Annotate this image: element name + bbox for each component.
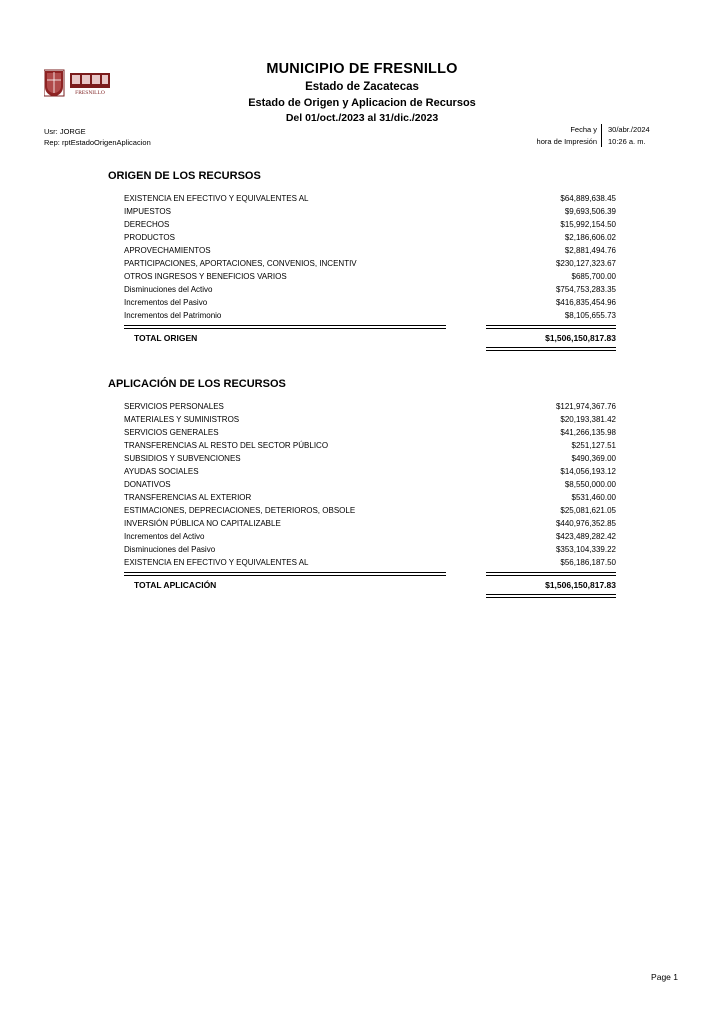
row-concept: PARTICIPACIONES, APORTACIONES, CONVENIOS, INCENTIV — [124, 259, 357, 269]
row-amount: $685,700.00 — [571, 272, 616, 282]
row-concept: OTROS INGRESOS Y BENEFICIOS VARIOS — [124, 272, 287, 282]
row-concept: PRODUCTOS — [124, 233, 175, 243]
row-amount: $56,186,187.50 — [560, 558, 616, 568]
table-row — [124, 205, 616, 218]
table-row — [124, 309, 616, 322]
table-row — [124, 478, 616, 491]
origin-total-row — [124, 330, 616, 346]
document-body — [0, 170, 724, 599]
document-header — [0, 0, 724, 148]
origin-table — [124, 192, 616, 352]
application-total-row — [124, 577, 616, 593]
row-concept: DERECHOS — [124, 220, 170, 230]
user-row — [44, 126, 151, 137]
row-concept: Incrementos del Activo — [124, 532, 205, 542]
row-concept: EXISTENCIA EN EFECTIVO Y EQUIVALENTES AL — [124, 558, 309, 568]
table-row — [124, 504, 616, 517]
row-concept: APROVECHAMIENTOS — [124, 246, 211, 256]
row-concept: SERVICIOS GENERALES — [124, 428, 219, 438]
row-concept: ESTIMACIONES, DEPRECIACIONES, DETERIOROS, OBSOLE — [124, 506, 356, 516]
report-row — [44, 137, 151, 148]
table-row — [124, 556, 616, 569]
page-title: MUNICIPIO DE FRESNILLO — [266, 61, 458, 77]
table-row — [124, 283, 616, 296]
origin-total-underline — [124, 346, 616, 352]
origin-table-body — [124, 192, 616, 352]
row-amount: $64,889,638.45 — [560, 194, 616, 203]
table-row — [124, 530, 616, 543]
row-amount: $416,835,454.96 — [555, 298, 616, 308]
row-concept: Disminuciones del Activo — [124, 285, 213, 295]
row-concept: MATERIALES Y SUMINISTROS — [124, 415, 240, 425]
total-label: TOTAL ORIGEN — [134, 333, 198, 344]
print-time-value: 10:26 a. m. — [601, 136, 678, 148]
print-date-label: Fecha y — [570, 125, 597, 134]
report-value: rptEstadoOrigenAplicacion — [61, 138, 151, 148]
application-table-body — [124, 400, 616, 599]
totals-rule — [124, 322, 616, 330]
application-table — [124, 400, 616, 599]
table-row — [124, 192, 616, 205]
row-amount: $423,489,282.42 — [555, 532, 616, 542]
table-row — [124, 231, 616, 244]
row-amount: $490,369.00 — [571, 454, 616, 464]
svg-text:FRESNILLO: FRESNILLO — [75, 90, 105, 96]
row-concept: DONATIVOS — [124, 480, 171, 490]
row-amount: $41,266,135.98 — [560, 428, 616, 438]
row-amount: $2,186,606.02 — [564, 233, 616, 243]
total-amount: $1,506,150,817.83 — [545, 580, 616, 591]
row-amount: $8,550,000.00 — [564, 480, 616, 490]
state-subtitle: Estado de Zacatecas — [305, 81, 419, 94]
table-row — [124, 270, 616, 283]
row-concept: EXISTENCIA EN EFECTIVO Y EQUIVALENTES AL — [124, 194, 309, 203]
row-amount: $754,753,283.35 — [555, 285, 616, 295]
table-row — [124, 218, 616, 231]
table-row — [124, 491, 616, 504]
row-amount: $121,974,367.76 — [555, 402, 616, 412]
row-concept: TRANSFERENCIAS AL EXTERIOR — [124, 493, 252, 503]
row-concept: Incrementos del Pasivo — [124, 298, 208, 308]
row-amount: $531,460.00 — [571, 493, 616, 503]
row-amount: $251,127.51 — [571, 441, 616, 451]
application-total-underline — [124, 593, 616, 599]
row-amount: $15,992,154.50 — [560, 220, 616, 230]
page-number: Page 1 — [651, 972, 678, 982]
table-row — [124, 426, 616, 439]
totals-rule — [124, 569, 616, 577]
row-concept: IMPUESTOS — [124, 207, 171, 217]
user-value: JORGE — [59, 127, 86, 136]
row-amount: $9,693,506.39 — [564, 207, 616, 217]
row-concept: INVERSIÓN PÚBLICA NO CAPITALIZABLE — [124, 519, 281, 529]
row-concept: Disminuciones del Pasivo — [124, 545, 216, 555]
row-amount: $353,104,339.22 — [555, 545, 616, 555]
application-section-title: APLICACIÓN DE LOS RECURSOS — [108, 378, 286, 391]
table-row — [124, 257, 616, 270]
row-amount: $25,081,621.05 — [560, 506, 616, 516]
total-label: TOTAL APLICACIÓN — [134, 580, 217, 591]
row-amount: $20,193,381.42 — [560, 415, 616, 425]
print-time-row — [537, 136, 678, 148]
report-label: Rep: — [44, 138, 60, 148]
table-row — [124, 244, 616, 257]
origin-section-title: ORIGEN DE LOS RECURSOS — [108, 170, 261, 182]
meta-left — [44, 126, 151, 149]
report-name: Estado de Origen y Aplicacion de Recursos — [248, 96, 476, 109]
table-row — [124, 465, 616, 478]
row-concept: SUBSIDIOS Y SUBVENCIONES — [124, 454, 241, 464]
coat-of-arms-fresnillo-logo — [44, 68, 114, 102]
print-time-label: hora de Impresión — [536, 136, 597, 146]
row-amount: $230,127,323.67 — [555, 259, 616, 269]
row-concept: AYUDAS SOCIALES — [124, 467, 199, 477]
row-concept: TRANSFERENCIAS AL RESTO DEL SECTOR PÚBLICO — [124, 441, 329, 451]
row-amount: $440,976,352.85 — [555, 519, 616, 529]
row-concept: Incrementos del Patrimonio — [124, 311, 222, 321]
row-concept: SERVICIOS PERSONALES — [124, 402, 224, 412]
user-label: Usr: — [44, 127, 58, 136]
table-row — [124, 296, 616, 309]
print-date-row — [537, 124, 678, 136]
row-amount: $2,881,494.76 — [564, 246, 616, 256]
table-row — [124, 413, 616, 426]
meta-right — [537, 124, 678, 147]
table-row — [124, 452, 616, 465]
total-amount: $1,506,150,817.83 — [545, 333, 616, 344]
print-date-value: 30/abr./2024 — [601, 124, 678, 136]
row-amount: $14,056,193.12 — [560, 467, 616, 477]
row-amount: $8,105,655.73 — [564, 311, 616, 321]
table-row — [124, 439, 616, 452]
table-row — [124, 517, 616, 530]
report-period: Del 01/oct./2023 al 31/dic./2023 — [285, 112, 439, 125]
table-row — [124, 543, 616, 556]
table-row — [124, 400, 616, 413]
